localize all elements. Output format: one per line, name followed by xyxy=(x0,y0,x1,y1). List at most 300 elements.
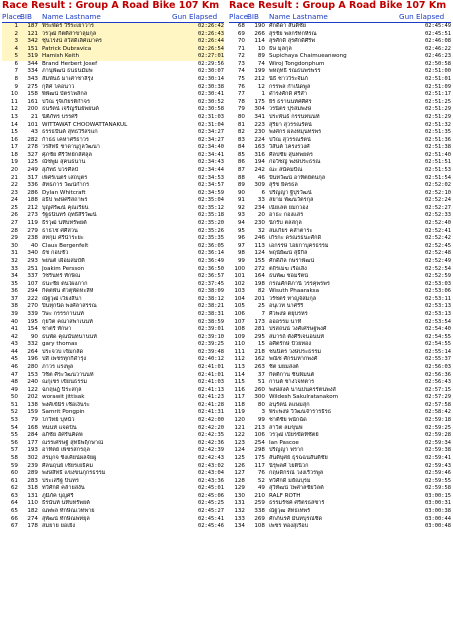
place-cell: 119 xyxy=(234,409,245,416)
time-cell: 02:43:04 xyxy=(198,470,224,477)
name-cell: WITTAWAT CHOOWATTANAKUL xyxy=(42,121,128,128)
place-cell: 7 xyxy=(14,68,18,75)
table-row xyxy=(229,159,451,167)
name-cell: สุรชัย พลกรัทกหิรณ xyxy=(269,30,317,37)
time-cell: 02:38:12 xyxy=(198,295,224,302)
bib-cell: 343 xyxy=(27,76,38,83)
bib-cell: 317 xyxy=(27,174,38,181)
bib-cell: 131 xyxy=(27,492,38,499)
bib-cell: 280 xyxy=(27,364,38,371)
table-row xyxy=(229,281,451,289)
table-row xyxy=(229,258,451,266)
bib-cell: 289 xyxy=(27,470,38,477)
table-row xyxy=(2,402,224,410)
bib-cell: 201 xyxy=(254,295,265,302)
place-cell: 30 xyxy=(10,242,18,249)
time-cell: 03:00:38 xyxy=(425,508,451,514)
time-cell: 02:42:39 xyxy=(198,447,224,454)
place-cell: 6 xyxy=(14,60,18,67)
table-row xyxy=(229,76,451,84)
place-cell: 18 xyxy=(10,151,18,158)
name-cell: นิรุพลศ์ โยตินิวก xyxy=(269,462,309,469)
time-cell: 02:51:29 xyxy=(425,113,451,120)
bib-cell: 332 xyxy=(27,341,38,348)
table-row xyxy=(229,478,451,486)
bib-cell: 212 xyxy=(27,204,38,211)
bib-cell: 282 xyxy=(27,136,38,143)
time-cell: 02:53:13 xyxy=(425,310,451,317)
name-cell: เกีรกะ ดรณรธนะศักดิ์ xyxy=(269,235,322,242)
name-cell: ศักดิ์ดา สันติชัย xyxy=(269,23,307,29)
name-cell: นิธิ ชาววีระจัมภ์ xyxy=(269,76,308,83)
bib-cell: 275 xyxy=(27,83,38,90)
place-cell: 45 xyxy=(10,356,18,363)
name-cell: กิตติกาน ชินพิมนต์ xyxy=(269,371,315,378)
name-cell: พงศ์เข้มิร์ เชื้อเงินระ xyxy=(42,401,90,408)
bib-cell: 74 xyxy=(257,60,265,67)
name-cell: นิกรับ ตลสกุล xyxy=(269,220,302,227)
time-cell: 02:26:44 xyxy=(198,38,224,45)
table-row xyxy=(2,212,224,220)
time-cell: 02:52:45 xyxy=(425,242,451,249)
place-cell: 124 xyxy=(234,447,245,454)
time-cell: 02:34:40 xyxy=(198,144,224,151)
time-cell: 02:52:59 xyxy=(425,273,451,280)
place-cell: 129 xyxy=(234,485,245,492)
header-place: Place xyxy=(229,12,249,21)
name-cell: Samrit Pongpin xyxy=(42,409,85,416)
name-cell: สุภัทธ์ บวรศิลป์ xyxy=(42,166,79,173)
place-cell: 58 xyxy=(10,454,18,461)
table-row xyxy=(229,372,451,380)
time-cell: 02:42:36 xyxy=(198,439,224,446)
bib-cell: 162 xyxy=(254,356,265,363)
place-cell: 34 xyxy=(10,273,18,280)
place-cell: 27 xyxy=(10,220,18,227)
place-cell: 22 xyxy=(10,182,18,189)
place-cell: 85 xyxy=(237,151,245,158)
time-cell: 02:52:27 xyxy=(425,204,451,211)
bib-cell: 182 xyxy=(27,508,38,514)
table-row xyxy=(2,387,224,395)
bib-cell: 202 xyxy=(27,394,38,401)
time-cell: 02:45:49 xyxy=(425,23,451,29)
name-cell: Joakim Persson xyxy=(42,265,85,272)
name-cell: ธีรวุฒิ นทีบทรัพยต์ xyxy=(42,220,87,227)
bib-cell: 80 xyxy=(257,401,265,408)
place-cell: 86 xyxy=(237,159,245,166)
bib-cell: 20 xyxy=(257,212,265,219)
place-cell: 17 xyxy=(10,144,18,151)
time-cell: 02:35:18 xyxy=(198,212,224,219)
name-cell: ปวีณ สุวรรณรัตน์ xyxy=(269,136,311,143)
bib-cell: 107 xyxy=(27,280,38,287)
place-cell: 43 xyxy=(10,341,18,348)
place-cell: 88 xyxy=(237,174,245,181)
time-cell: 02:57:29 xyxy=(425,394,451,401)
place-cell: 84 xyxy=(237,144,245,151)
bib-cell: 121 xyxy=(27,30,38,37)
table-row xyxy=(229,349,451,357)
place-cell: 26 xyxy=(10,212,18,219)
table-row xyxy=(2,447,224,455)
bib-cell: 199 xyxy=(254,68,265,75)
name-cell: บุญศรัฒน์ คุณเรียน xyxy=(42,204,89,211)
name-cell: RALF ROTH xyxy=(269,492,301,499)
bib-cell: 122 xyxy=(27,386,38,393)
bib-cell: 110 xyxy=(27,500,38,507)
bib-cell: 294 xyxy=(27,288,38,295)
place-cell: 69 xyxy=(237,30,245,37)
bib-cell: 79 xyxy=(30,417,38,424)
time-cell: 02:40:12 xyxy=(198,356,224,363)
bib-cell: 309 xyxy=(254,182,265,189)
table-row xyxy=(2,364,224,372)
name-cell: ฟีระพัดร์ วีรีระเยาวาร xyxy=(42,23,94,29)
place-cell: 131 xyxy=(234,500,245,507)
table-row xyxy=(229,175,451,183)
table-row xyxy=(2,235,224,243)
time-cell: 02:53:06 xyxy=(425,288,451,295)
name-cell: ก้าธธ เคหาศรีธาวร xyxy=(42,136,89,143)
place-cell: 42 xyxy=(10,333,18,340)
time-cell: 02:59:58 xyxy=(425,485,451,492)
time-cell: 03:00:48 xyxy=(425,523,451,530)
table-row xyxy=(2,152,224,160)
bib-cell: 194 xyxy=(254,159,265,166)
table-row xyxy=(2,493,224,501)
bib-cell: 188 xyxy=(27,197,38,204)
place-cell: 28 xyxy=(10,227,18,234)
place-cell: 44 xyxy=(10,348,18,355)
place-cell: 56 xyxy=(10,439,18,446)
table-row xyxy=(2,311,224,319)
name-cell: Patrick Dubravica xyxy=(42,45,92,52)
name-cell: พีระพงษ์ วิวัฒนจำรารธิรธ xyxy=(269,409,332,416)
place-cell: 132 xyxy=(234,508,245,514)
time-cell: 02:51:01 xyxy=(425,76,451,83)
bib-cell: 224 xyxy=(254,136,265,143)
table-row xyxy=(2,144,224,152)
table-row xyxy=(2,440,224,448)
table-row xyxy=(229,523,451,531)
place-cell: 121 xyxy=(234,424,245,431)
table-row xyxy=(229,417,451,425)
place-cell: 75 xyxy=(237,76,245,83)
table-row xyxy=(229,182,451,190)
bib-cell: 159 xyxy=(27,409,38,416)
place-cell: 15 xyxy=(10,129,18,136)
time-cell: 02:51:32 xyxy=(425,121,451,128)
name-cell: เพ็ศร์เนตร์ เสถบุตร xyxy=(42,174,88,181)
time-cell: 02:59:34 xyxy=(425,439,451,446)
left-column xyxy=(2,0,224,531)
place-cell: 127 xyxy=(234,470,245,477)
time-cell: 02:59:38 xyxy=(425,447,451,454)
table-row xyxy=(229,500,451,508)
time-cell: 02:26:54 xyxy=(198,45,224,52)
time-cell: 02:35:20 xyxy=(198,220,224,227)
time-cell: 02:53:54 xyxy=(425,318,451,325)
table-row xyxy=(2,296,224,304)
name-cell: ธรรมรัชค์ ศรีตรธสซาร์ xyxy=(269,500,325,507)
time-cell: 02:53:11 xyxy=(425,295,451,302)
table-row xyxy=(229,470,451,478)
table-row xyxy=(229,205,451,213)
name-cell: ธิษ มุลกุล xyxy=(269,45,292,52)
place-cell: 5 xyxy=(14,53,18,60)
time-cell: 02:29:56 xyxy=(198,60,224,67)
table-row xyxy=(229,334,451,342)
place-cell: 14 xyxy=(10,121,18,128)
table-row xyxy=(2,341,224,349)
table-row xyxy=(2,106,224,114)
bib-cell: 283 xyxy=(27,477,38,484)
place-cell: 21 xyxy=(10,174,18,181)
time-cell: 02:57:15 xyxy=(425,386,451,393)
place-cell: 96 xyxy=(237,235,245,242)
time-cell: 02:59:46 xyxy=(425,470,451,477)
right-column xyxy=(229,0,451,531)
time-cell: 02:27:01 xyxy=(198,53,224,60)
table-row xyxy=(2,425,224,433)
name-cell: กานต์ ชางโจทตาร xyxy=(269,379,315,386)
table-row xyxy=(2,266,224,274)
name-cell: ลัทธภาร วัฒน์กำกร xyxy=(42,182,90,189)
bib-cell: 21 xyxy=(30,113,38,120)
bib-cell: 190 xyxy=(254,23,265,29)
place-cell: 108 xyxy=(234,326,245,333)
place-cell: 83 xyxy=(237,136,245,143)
place-cell: 126 xyxy=(234,462,245,469)
place-cell: 105 xyxy=(234,303,245,310)
place-cell: 116 xyxy=(234,386,245,393)
bib-cell: 89 xyxy=(257,53,265,60)
place-cell: 99 xyxy=(237,257,245,264)
table-row xyxy=(2,99,224,107)
place-cell: 8 xyxy=(14,76,18,83)
table-row xyxy=(229,288,451,296)
time-cell: 02:41:03 xyxy=(198,379,224,386)
place-cell: 90 xyxy=(237,189,245,196)
time-cell: 02:30:14 xyxy=(198,76,224,83)
bib-cell: 342 xyxy=(27,38,38,45)
table-row xyxy=(2,281,224,289)
time-cell: 02:30:52 xyxy=(198,98,224,105)
table-row xyxy=(2,68,224,76)
time-cell: 02:52:40 xyxy=(425,220,451,227)
place-cell: 46 xyxy=(10,364,18,371)
time-cell: 02:37:45 xyxy=(198,280,224,287)
place-cell: 12 xyxy=(10,106,18,113)
place-cell: 98 xyxy=(237,250,245,257)
place-cell: 35 xyxy=(10,280,18,287)
place-cell: 112 xyxy=(234,356,245,363)
name-cell: พหฤทธิ์ รณธนพรพรร xyxy=(269,68,321,75)
time-cell: 02:51:09 xyxy=(425,83,451,90)
name-cell: Hamish Keith xyxy=(42,53,79,60)
bib-cell: 25 xyxy=(257,303,265,310)
name-cell: Wisuth Phaaraksa xyxy=(269,288,320,295)
table-row xyxy=(2,334,224,342)
bib-cell: 187 xyxy=(27,23,38,29)
name-cell: สมเกียร คล้ำตาระ xyxy=(269,227,313,234)
place-cell: 16 xyxy=(10,136,18,143)
place-cell: 81 xyxy=(237,121,245,128)
bib-cell: 138 xyxy=(27,401,38,408)
bib-cell: 196 xyxy=(27,356,38,363)
bib-cell: 212 xyxy=(254,76,265,83)
time-cell: 02:30:38 xyxy=(198,83,224,90)
table-row xyxy=(2,485,224,493)
table-row xyxy=(229,341,451,349)
place-cell: 54 xyxy=(10,424,18,431)
name-cell: วรนิตร ปุรสมพงษ์ xyxy=(269,106,312,113)
place-cell: 23 xyxy=(10,189,18,196)
place-cell: 36 xyxy=(10,288,18,295)
bib-cell: 119 xyxy=(27,220,38,227)
place-cell: 87 xyxy=(237,166,245,173)
place-cell: 91 xyxy=(237,197,245,204)
bib-cell: 1 xyxy=(261,91,265,98)
time-cell: 02:26:43 xyxy=(198,30,224,37)
table-row xyxy=(2,114,224,122)
place-cell: 24 xyxy=(10,197,18,204)
place-cell: 110 xyxy=(234,341,245,348)
place-cell: 114 xyxy=(234,371,245,378)
time-cell: 02:45:01 xyxy=(198,485,224,492)
place-cell: 1 xyxy=(14,23,18,29)
time-cell: 02:54:55 xyxy=(425,333,451,340)
bib-cell: 175 xyxy=(254,98,265,105)
name-cell: ลทกุม ศรีนำระยะ xyxy=(42,235,84,242)
table-row xyxy=(229,303,451,311)
name-cell: วรัชตร์ ทาญจ์สมกุล xyxy=(269,295,317,302)
bib-cell: 213 xyxy=(254,424,265,431)
name-cell: ภาวร แรงพูล xyxy=(42,364,74,371)
bib-cell: 195 xyxy=(27,318,38,325)
name-cell: อาทิตย์ เพ็ชรสกรฤล xyxy=(42,447,90,454)
table-row xyxy=(229,53,451,61)
time-cell: 02:56:36 xyxy=(425,371,451,378)
page-title: Race Result : Group A Road Bike 107 Km xyxy=(2,0,220,11)
bib-cell: 238 xyxy=(27,235,38,242)
time-cell: 02:52:10 xyxy=(425,189,451,196)
name-cell: ชนนิตร วงษ์ประธรรม xyxy=(269,348,322,355)
time-cell: 02:51:40 xyxy=(425,151,451,158)
bib-cell: 108 xyxy=(254,523,265,530)
time-cell: 02:54:40 xyxy=(425,326,451,333)
name-cell: นิติภัทร บรรศรี xyxy=(42,113,78,120)
time-cell: 02:51:54 xyxy=(425,174,451,181)
table-row xyxy=(229,190,451,198)
bib-cell: 269 xyxy=(254,515,265,522)
bib-cell: 153 xyxy=(27,371,38,378)
name-cell: ชาตรี ทักษา xyxy=(42,326,72,333)
name-cell: กุลิศ โคอนาว xyxy=(42,83,75,90)
bib-cell: 155 xyxy=(254,257,265,264)
table-row xyxy=(229,311,451,319)
table-row xyxy=(2,288,224,296)
time-cell: 02:51:29 xyxy=(425,106,451,113)
time-cell: 02:41:13 xyxy=(198,386,224,393)
table-row xyxy=(229,326,451,334)
name-cell: Brand Herbert Josef xyxy=(42,60,98,67)
place-cell: 67 xyxy=(10,523,18,530)
bib-cell: 251 xyxy=(27,265,38,272)
name-cell: สันติบุศย์ ธุรฉฉนสันติชัย xyxy=(269,454,328,461)
time-cell: 02:39:48 xyxy=(198,348,224,355)
table-row xyxy=(2,250,224,258)
bib-cell: 40 xyxy=(30,242,38,249)
table-row xyxy=(2,303,224,311)
place-cell: 111 xyxy=(234,348,245,355)
place-cell: 62 xyxy=(10,485,18,492)
place-cell: 65 xyxy=(10,508,18,514)
name-cell: ฉกฤษฎ์ ปิระสกุล xyxy=(42,386,82,393)
bib-cell: 336 xyxy=(27,182,38,189)
bib-cell: 52 xyxy=(257,477,265,484)
table-row xyxy=(229,493,451,501)
time-cell: 02:56:03 xyxy=(425,364,451,371)
name-cell: โกวิทย์ บุหนัว xyxy=(42,417,75,424)
place-cell: 125 xyxy=(234,454,245,461)
table-row xyxy=(229,387,451,395)
left-results-list xyxy=(2,23,224,531)
time-cell: 02:52:41 xyxy=(425,227,451,234)
place-cell: 103 xyxy=(234,288,245,295)
time-cell: 02:57:58 xyxy=(425,401,451,408)
time-cell: 02:38:09 xyxy=(198,288,224,295)
bib-cell: 246 xyxy=(254,235,265,242)
table-row xyxy=(2,31,224,39)
table-row xyxy=(2,372,224,380)
time-cell: 02:36:49 xyxy=(198,257,224,264)
place-cell: 115 xyxy=(234,379,245,386)
name-cell: ประเสริฐ บินทร xyxy=(42,477,79,484)
name-cell: วิษะ กรรรกานนท์ xyxy=(42,310,84,317)
name-cell: Dylan Whitcraft xyxy=(42,189,86,196)
place-cell: 77 xyxy=(237,91,245,98)
time-cell: 02:52:24 xyxy=(425,197,451,204)
table-row xyxy=(229,402,451,410)
place-cell: 13 xyxy=(10,113,18,120)
bib-cell: 318 xyxy=(27,485,38,492)
place-cell: 123 xyxy=(234,439,245,446)
name-cell: กรณศักดิ์ภานิ วรรคุพรพร xyxy=(269,280,330,287)
place-cell: 73 xyxy=(237,60,245,67)
time-cell: 02:38:59 xyxy=(198,318,224,325)
time-cell: 02:36:05 xyxy=(198,242,224,249)
bib-cell: 10 xyxy=(257,45,265,52)
table-row xyxy=(229,46,451,54)
table-header xyxy=(2,12,224,23)
name-cell: ศิลปชัย สุนทพยตร xyxy=(269,151,313,158)
time-cell: 02:52:49 xyxy=(425,257,451,264)
name-cell: ปริญญา ฟราก xyxy=(269,447,304,454)
place-cell: 74 xyxy=(237,68,245,75)
time-cell: 02:41:01 xyxy=(198,364,224,371)
table-row xyxy=(2,326,224,334)
place-cell: 50 xyxy=(10,394,18,401)
bib-cell: 164 xyxy=(254,273,265,280)
name-cell: อนุรัตน์ ลแษมสุก xyxy=(269,401,310,408)
time-cell: 02:42:20 xyxy=(198,424,224,431)
place-cell: 76 xyxy=(237,83,245,90)
table-row xyxy=(2,379,224,387)
table-row xyxy=(2,523,224,531)
name-cell: ปสิ เพชรทุกกีดำรุ่ง xyxy=(42,356,87,363)
